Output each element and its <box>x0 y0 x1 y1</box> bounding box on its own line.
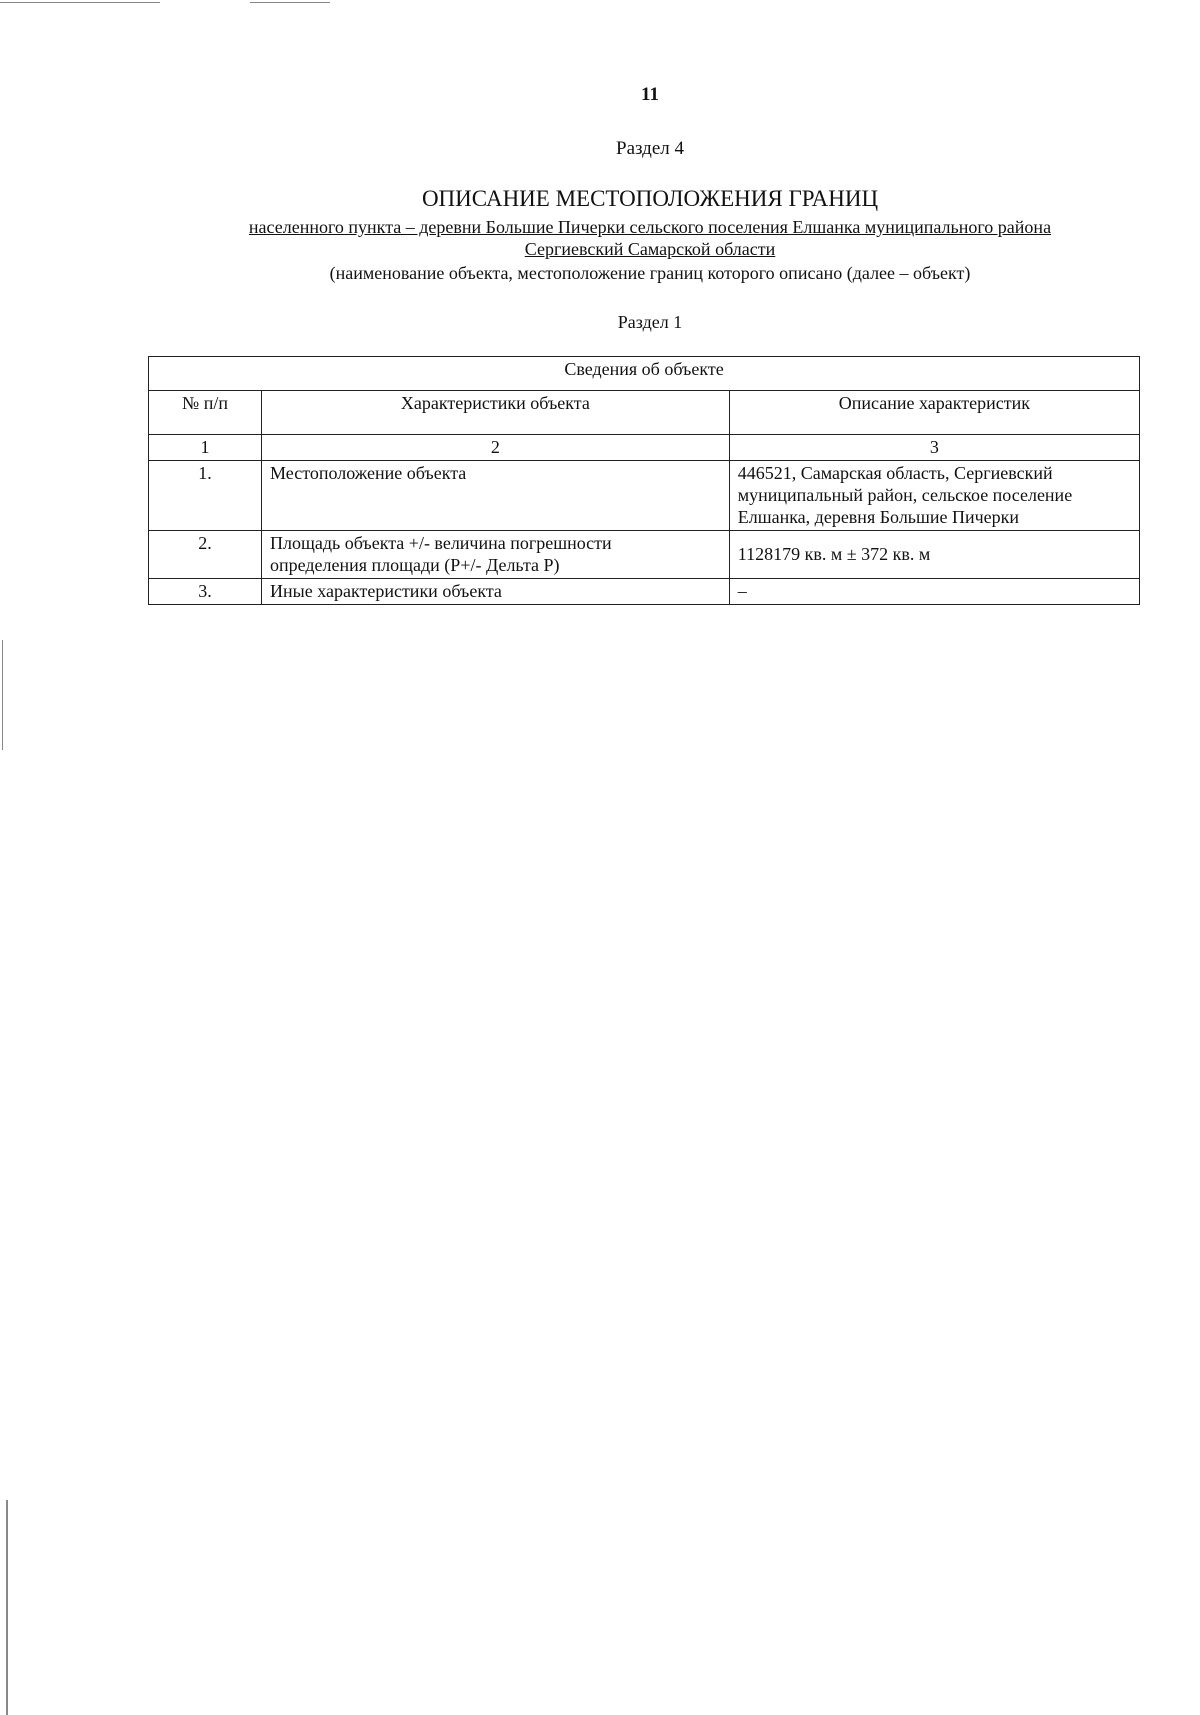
scan-line-left-edge <box>6 1500 8 1715</box>
row-number: 3. <box>149 579 262 605</box>
table-row <box>149 579 1140 605</box>
row-number: 1. <box>149 461 262 531</box>
subsection-heading: Раздел 1 <box>617 312 683 332</box>
object-name <box>0 216 1200 260</box>
row-characteristic: Иные характеристики объекта <box>262 579 730 605</box>
document-title: ОПИСАНИЕ МЕСТОПОЛОЖЕНИЯ ГРАНИЦ <box>421 186 879 211</box>
header-number: № п/п <box>149 391 262 435</box>
row-characteristic: Местоположение объекта <box>262 461 730 531</box>
object-name-note: (наименование объекта, местоположение границ которого описано (далее – объект) <box>329 263 971 283</box>
page-number: 11 <box>641 84 659 105</box>
row-number: 2. <box>149 531 262 579</box>
object-name-line-1: населенного пункта – деревни Большие Пичерки сельского поселения Елшанка муниципального района <box>248 217 1052 237</box>
row-description: – <box>729 579 1139 605</box>
column-number-1: 1 <box>149 435 262 461</box>
table-caption-row <box>149 357 1140 391</box>
row-description: 1128179 кв. м ± 372 кв. м <box>729 531 1139 579</box>
object-info-table <box>148 356 1140 605</box>
object-name-line-2: Сергиевский Самарской области <box>524 239 776 259</box>
scan-line-top-2 <box>250 2 330 3</box>
row-characteristic: Площадь объекта +/- величина погрешности определения площади (P+/- Дельта P) <box>262 531 730 579</box>
section-heading: Раздел 4 <box>616 138 684 159</box>
scan-line-left-edge-2 <box>2 640 3 750</box>
header-characteristic: Характеристики объекта <box>262 391 730 435</box>
column-number-2: 2 <box>262 435 730 461</box>
table-row <box>149 461 1140 531</box>
table-header-row <box>149 391 1140 435</box>
column-number-3: 3 <box>729 435 1139 461</box>
table-caption: Сведения об объекте <box>149 357 1140 391</box>
table-row <box>149 531 1140 579</box>
column-number-row <box>149 435 1140 461</box>
row-description: 446521, Самарская область, Сергиевский муниципальный район, сельское поселение Елшанка, деревня Большие Пичерки <box>729 461 1139 531</box>
scan-line-top <box>0 2 160 3</box>
header-description: Описание характеристик <box>729 391 1139 435</box>
